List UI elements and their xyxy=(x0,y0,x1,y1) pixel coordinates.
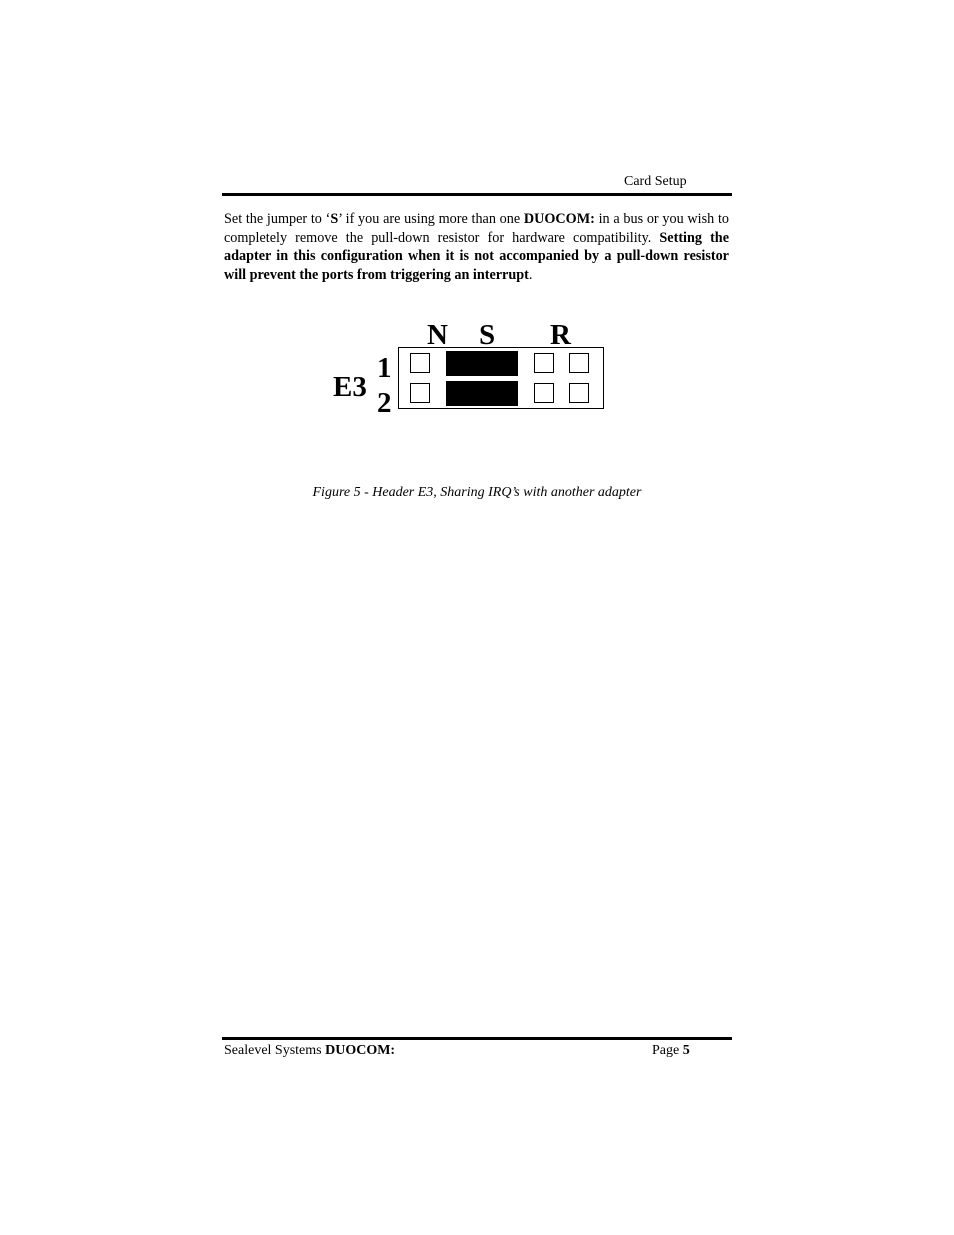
pin-row1-n xyxy=(410,353,430,373)
footer-product-name: DUOCOM: xyxy=(325,1043,396,1058)
row-label-1: 1 xyxy=(377,352,392,384)
pin-row1-r-b xyxy=(569,353,589,373)
para-warning: Setting the adapter in this configuration when it is not accompanied by a pull-down resistor will prevent the ports from triggering an interrupt xyxy=(224,229,729,283)
header-rule xyxy=(222,193,732,196)
jumper-row2-s xyxy=(446,381,518,406)
para-jumper-s: S xyxy=(330,211,339,227)
pin-row2-r-b xyxy=(569,383,589,403)
para-end: . xyxy=(528,266,533,283)
para-text-3: in a bus or you wish to completely remove the pull-down resistor for hardware compatibility. xyxy=(224,211,729,246)
row-label-2: 2 xyxy=(377,387,392,419)
footer-page-number: 5 xyxy=(682,1043,690,1058)
column-label-n: N xyxy=(427,319,448,351)
header-label-e3: E3 xyxy=(333,371,367,403)
pin-row2-r-a xyxy=(534,383,554,403)
footer-company-name: Sealevel Systems xyxy=(224,1043,326,1058)
header-e3-block xyxy=(398,347,604,409)
body-paragraph xyxy=(224,210,729,284)
footer-page xyxy=(652,1043,690,1059)
jumper-row1-s xyxy=(446,351,518,376)
column-label-r: R xyxy=(550,319,571,351)
pin-row1-r-a xyxy=(534,353,554,373)
para-text-1: Set the jumper to ‘ xyxy=(224,211,331,227)
running-header: Card Setup xyxy=(624,174,687,189)
column-label-s: S xyxy=(479,319,496,351)
para-product-name: DUOCOM: xyxy=(523,211,595,227)
footer-page-label: Page xyxy=(652,1043,683,1058)
pin-row2-n xyxy=(410,383,430,403)
footer-company xyxy=(224,1043,395,1059)
para-text-2: ’ if you are using more than one xyxy=(338,211,524,227)
figure-caption: Figure 5 - Header E3, Sharing IRQ’s with another adapter xyxy=(312,485,642,500)
footer-rule xyxy=(222,1037,732,1040)
